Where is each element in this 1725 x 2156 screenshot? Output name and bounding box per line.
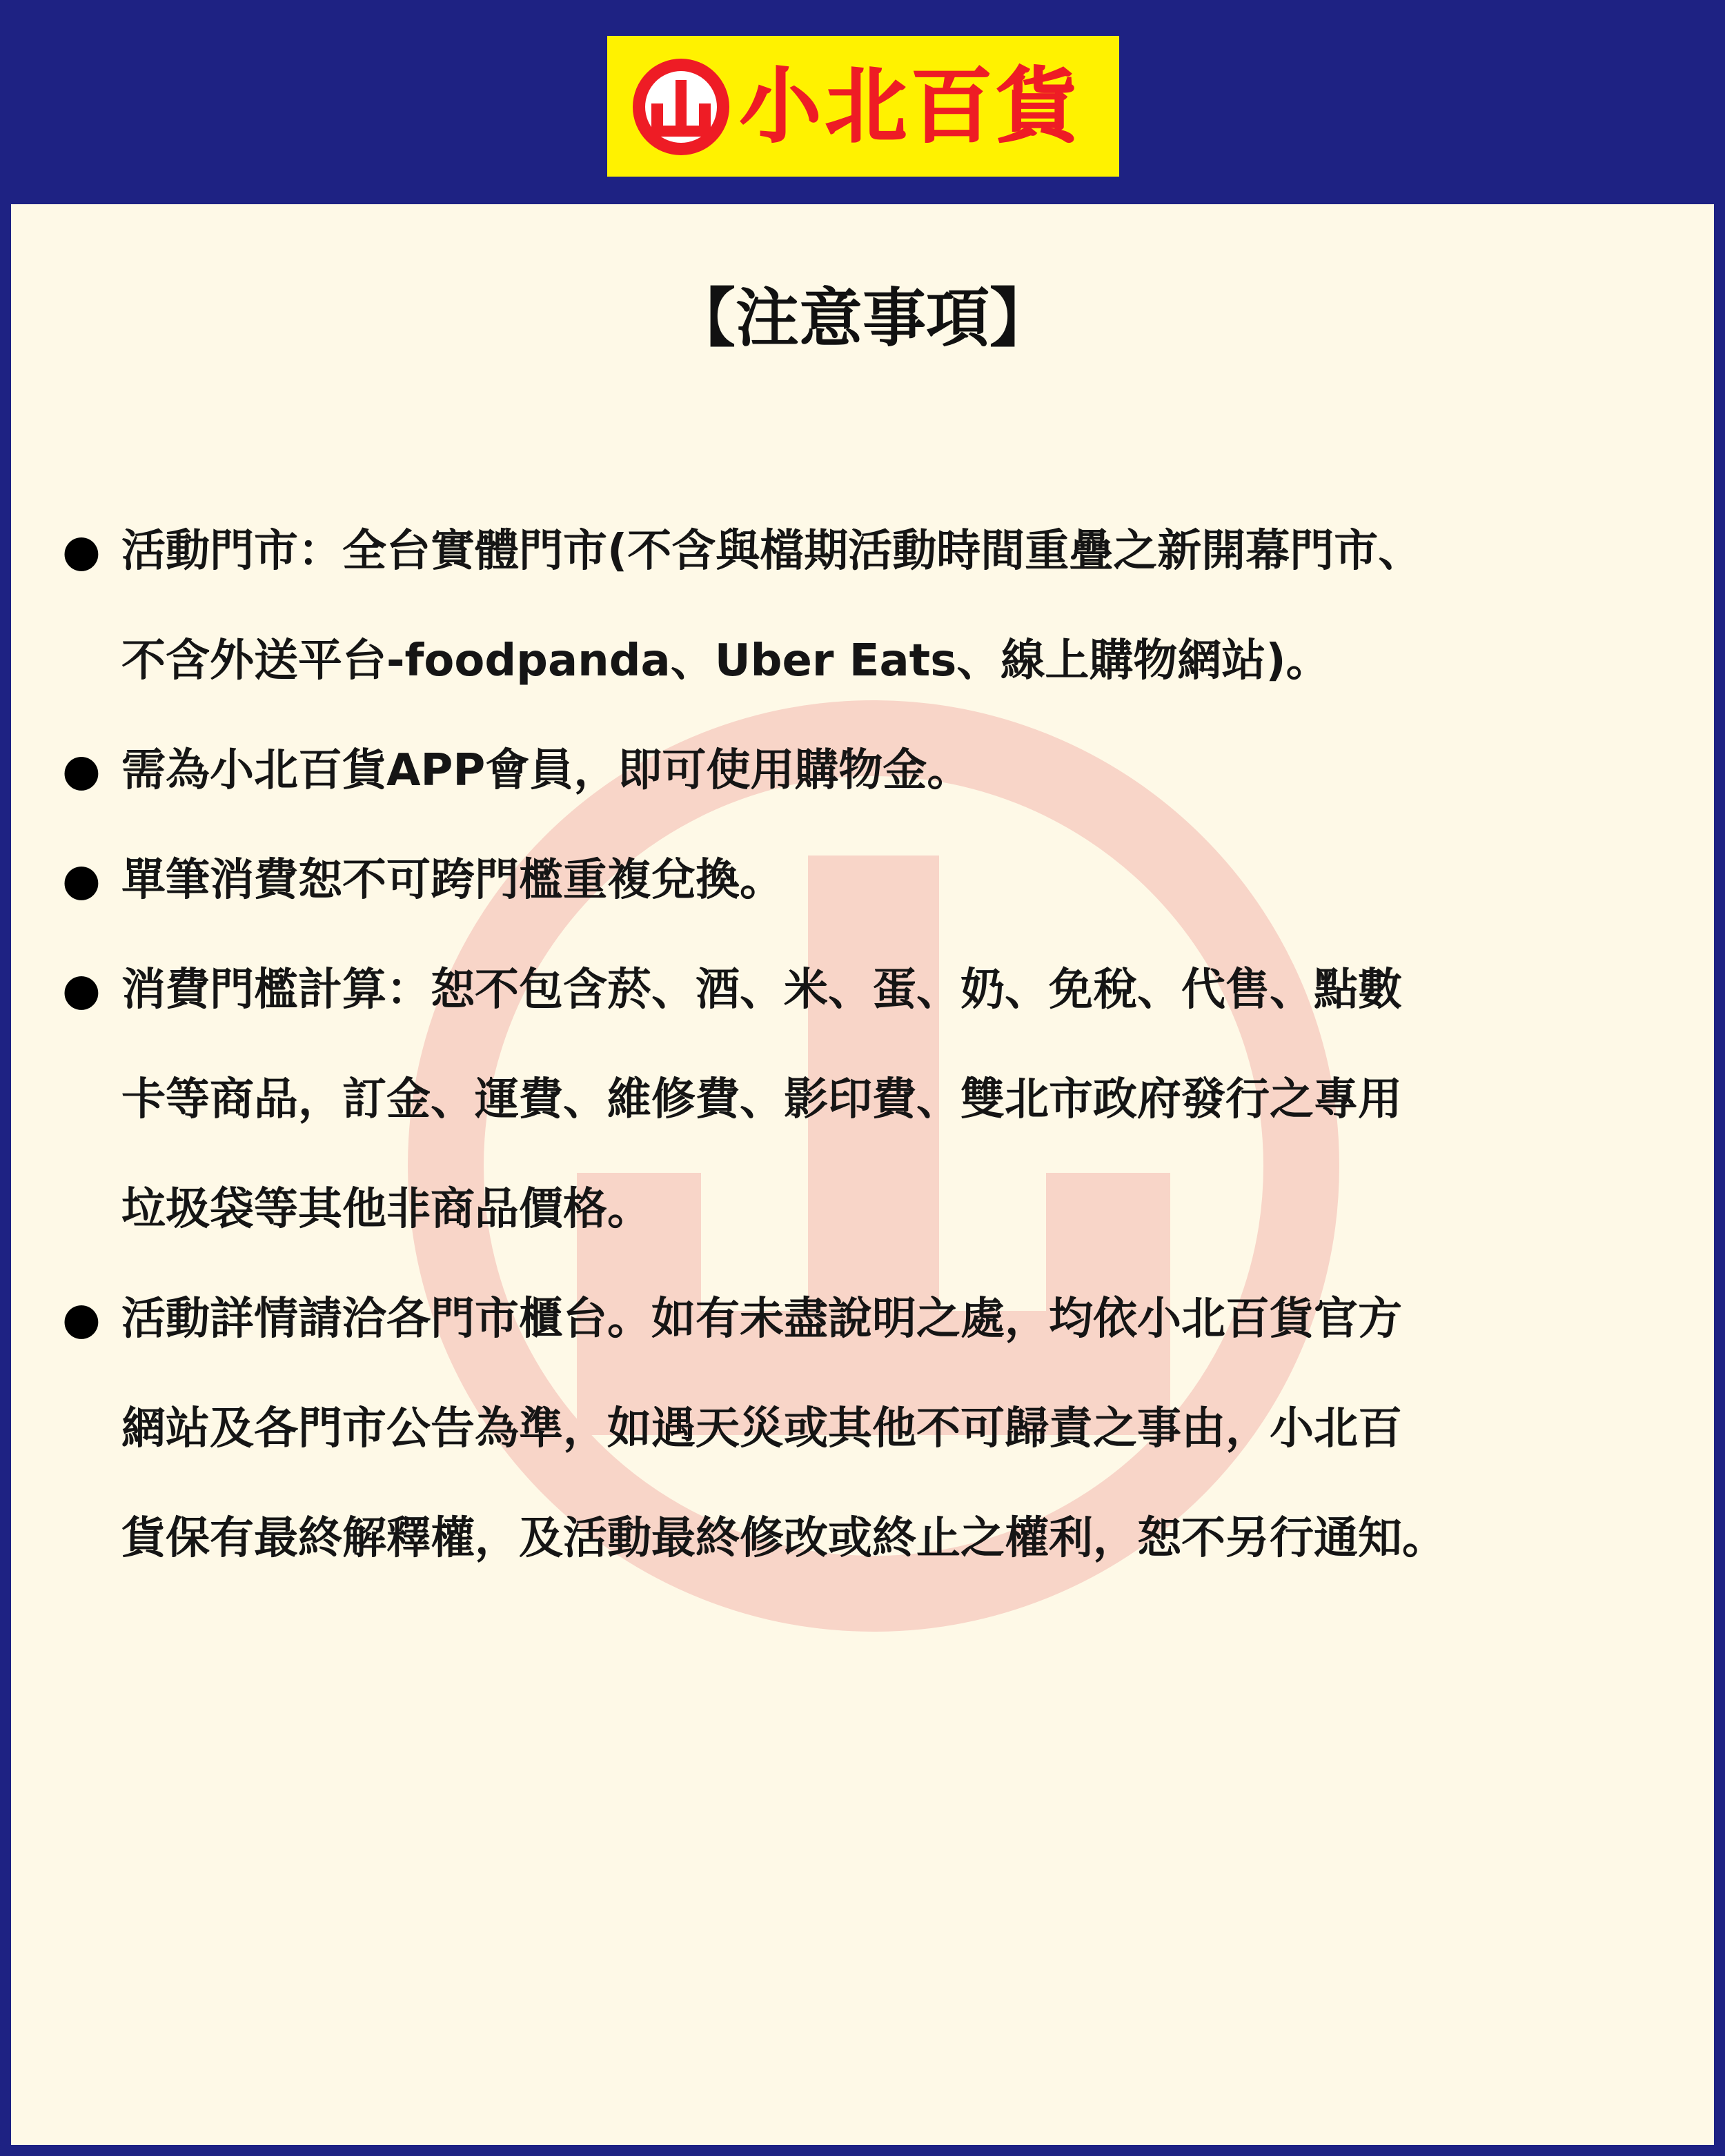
notice-item-terms bbox=[62, 1265, 1690, 1594]
notice-item-threshold-calculation bbox=[62, 936, 1690, 1265]
bullet-icon: ● bbox=[62, 745, 101, 796]
bullet-icon: ● bbox=[62, 1294, 101, 1345]
notice-line: 不含外送平台-foodpanda、Uber Eats、線上購物網站)。 bbox=[121, 635, 1330, 686]
brand-name: 小北百貨 bbox=[740, 59, 1083, 154]
notice-line: 活動詳情請洽各門市櫃台。如有未盡說明之處，均依小北百貨官方 bbox=[121, 1294, 1402, 1345]
notice-item-store-scope bbox=[62, 497, 1690, 716]
bullet-icon: ● bbox=[62, 855, 101, 906]
notice-line: 需為小北百貨APP會員，即可使用購物金。 bbox=[121, 745, 972, 796]
bullet-icon: ● bbox=[62, 965, 101, 1016]
bullet-icon: ● bbox=[62, 526, 101, 577]
notice-line: 單筆消費恕不可跨門檻重複兌換。 bbox=[121, 855, 784, 906]
notice-line: 消費門檻計算：恕不包含菸、酒、米、蛋、奶、免稅、代售、點數 bbox=[121, 965, 1402, 1016]
notice-panel bbox=[11, 204, 1714, 2145]
brand-logo bbox=[607, 36, 1119, 177]
notice-line: 網站及各門市公告為準，如遇天災或其他不可歸責之事由，小北百 bbox=[121, 1403, 1402, 1454]
notice-item-single-purchase bbox=[62, 826, 1690, 936]
notice-line: 貨保有最終解釋權，及活動最終修改或終止之權利，恕不另行通知。 bbox=[121, 1513, 1446, 1564]
notice-item-membership bbox=[62, 716, 1690, 826]
brand-header bbox=[0, 0, 1725, 204]
notice-list bbox=[62, 497, 1690, 1594]
notice-title: 【注意事項】 bbox=[671, 281, 1053, 355]
notice-line: 垃圾袋等其他非商品價格。 bbox=[121, 1184, 651, 1235]
notice-line: 卡等商品，訂金、運費、維修費、影印費、雙北市政府發行之專用 bbox=[121, 1074, 1402, 1125]
notice-line: 活動門市：全台實體門市(不含與檔期活動時間重疊之新開幕門市、 bbox=[121, 526, 1423, 577]
hsiaopei-emblem-icon bbox=[631, 57, 731, 157]
